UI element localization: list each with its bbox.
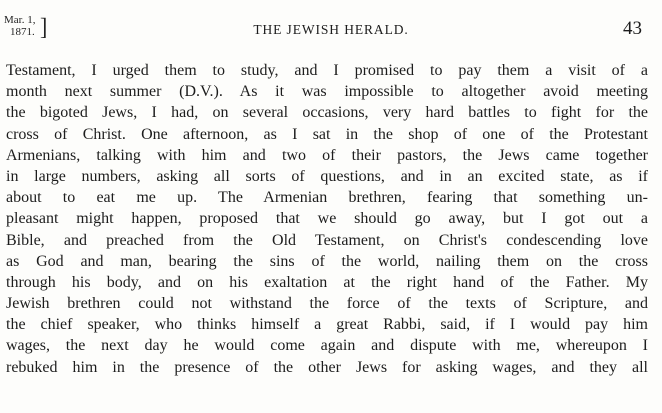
text-line: Armenians, talking with him and two of their pastors, the Jews came together	[6, 146, 648, 164]
text-line: the bigoted Jews, I had, on several occasions, very hard battles to fight for the	[6, 104, 648, 122]
issue-date-month: Mar. 1,	[4, 14, 36, 26]
text-line: Testament, I urged them to study, and I promised to pay them a visit of a	[6, 62, 648, 79]
text-line: Jewish brethren could not withstand the force of the texts of Scripture, and	[6, 295, 648, 313]
text-line: in large numbers, asking all sorts of questions, and in an excited state, as if	[6, 167, 648, 185]
running-title: THE JEWISH HERALD.	[253, 22, 409, 37]
text-line: about to eat me up. The Armenian brethren, fearing that something un-	[6, 189, 648, 207]
text-line: as God and man, bearing the sins of the world, nailing them on the cross	[6, 252, 648, 270]
text-line: cross of Christ. One afternoon, as I sat in the shop of one of the Protestant	[6, 125, 648, 143]
text-line: month next summer (D.V.). As it was impossible to altogether avoid meeting	[6, 83, 648, 101]
page-number: 43	[623, 18, 642, 39]
text-line: pleasant might happen, proposed that we should go away, but I got out a	[6, 210, 648, 228]
text-line: Bible, and preached from the Old Testament, on Christ's condescending love	[6, 231, 648, 249]
text-line: through his body, and on his exaltation at the right hand of the Father. My	[6, 273, 648, 291]
text-line: wages, the next day he would come again and dispute with me, whereupon I	[6, 337, 648, 355]
text-line: the chief speaker, who thinks himself a great Rabbi, said, if I would pay him	[6, 316, 648, 334]
issue-date-year: 1871.	[10, 26, 35, 38]
body-text	[6, 60, 648, 378]
text-line: rebuked him in the presence of the other Jews for asking wages, and they all	[6, 358, 648, 376]
page-header	[0, 0, 662, 52]
date-bracket: ]	[40, 12, 48, 41]
